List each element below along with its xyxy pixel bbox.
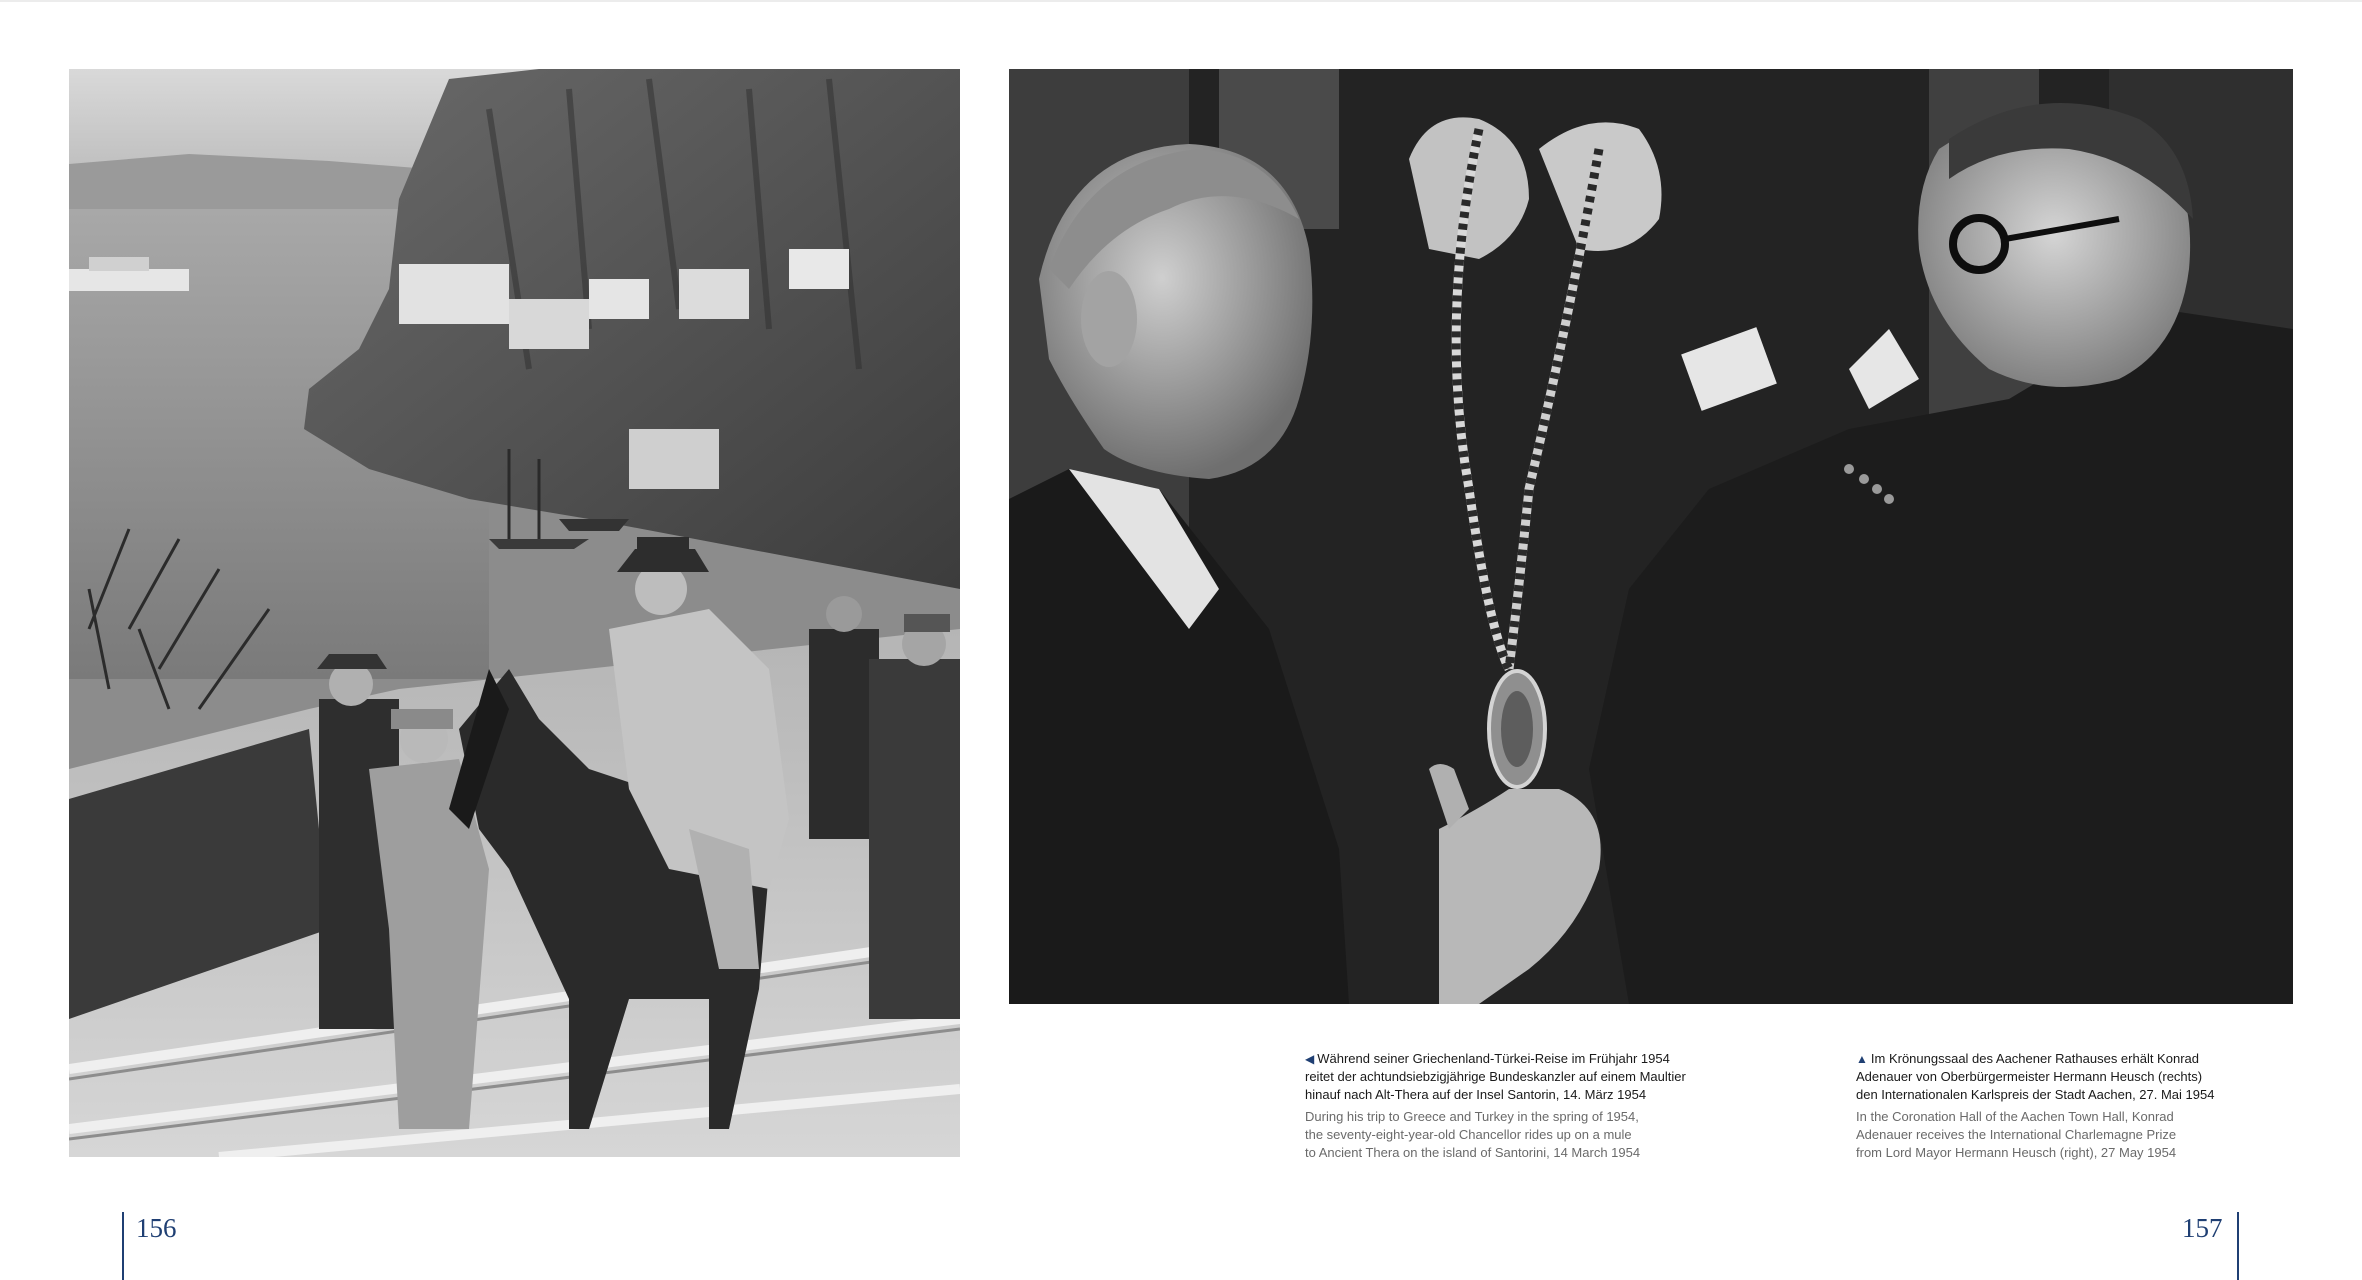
caption-charlemagne bbox=[1856, 1050, 2276, 1162]
caption-santorini bbox=[1305, 1050, 1725, 1162]
caption-charlemagne-english: In the Coronation Hall of the Aachen Town Hall, Konrad Adenauer receives the International Charlemagne Prize from Lord Mayor Hermann Heusch (right), 27 May 1954 bbox=[1856, 1109, 2177, 1160]
caption-santorini-german bbox=[1305, 1050, 1725, 1104]
page-rule-left bbox=[122, 1212, 124, 1280]
caption-santorini-english: During his trip to Greece and Turkey in the spring of 1954, the seventy-eight-year-old Chancellor rides up on a mule to Ancient Thera on the island of Santorini, 14 March 1954 bbox=[1305, 1109, 1641, 1160]
charlemagne-prize-photo bbox=[1009, 69, 2293, 1004]
up-arrow-icon: ▲ bbox=[1856, 1052, 1868, 1066]
caption-charlemagne-german bbox=[1856, 1050, 2276, 1104]
santorini-mule-photo bbox=[69, 69, 960, 1157]
caption-charlemagne-german-text: Im Krönungssaal des Aachener Rathauses erhält Konrad Adenauer von Oberbürgermeister Hermann Heusch (rechts) den Internationalen Karlspreis der Stadt Aachen, 27. Mai 1954 bbox=[1856, 1051, 2215, 1102]
ceremony-photo-illustration bbox=[1009, 69, 2293, 1004]
page-rule-right bbox=[2237, 1212, 2239, 1280]
caption-santorini-german-text: Während seiner Griechenland-Türkei-Reise im Frühjahr 1954 reitet der achtundsiebzigjährige Bundeskanzler auf einem Maultier hinauf nach Alt-Thera auf der Insel Santorin, 14. März 1954 bbox=[1305, 1051, 1686, 1102]
left-arrow-icon: ◀ bbox=[1305, 1052, 1315, 1066]
page-number-left: 156 bbox=[136, 1213, 177, 1243]
page-number-right: 157 bbox=[2182, 1213, 2223, 1243]
santorini-photo-illustration bbox=[69, 69, 960, 1157]
